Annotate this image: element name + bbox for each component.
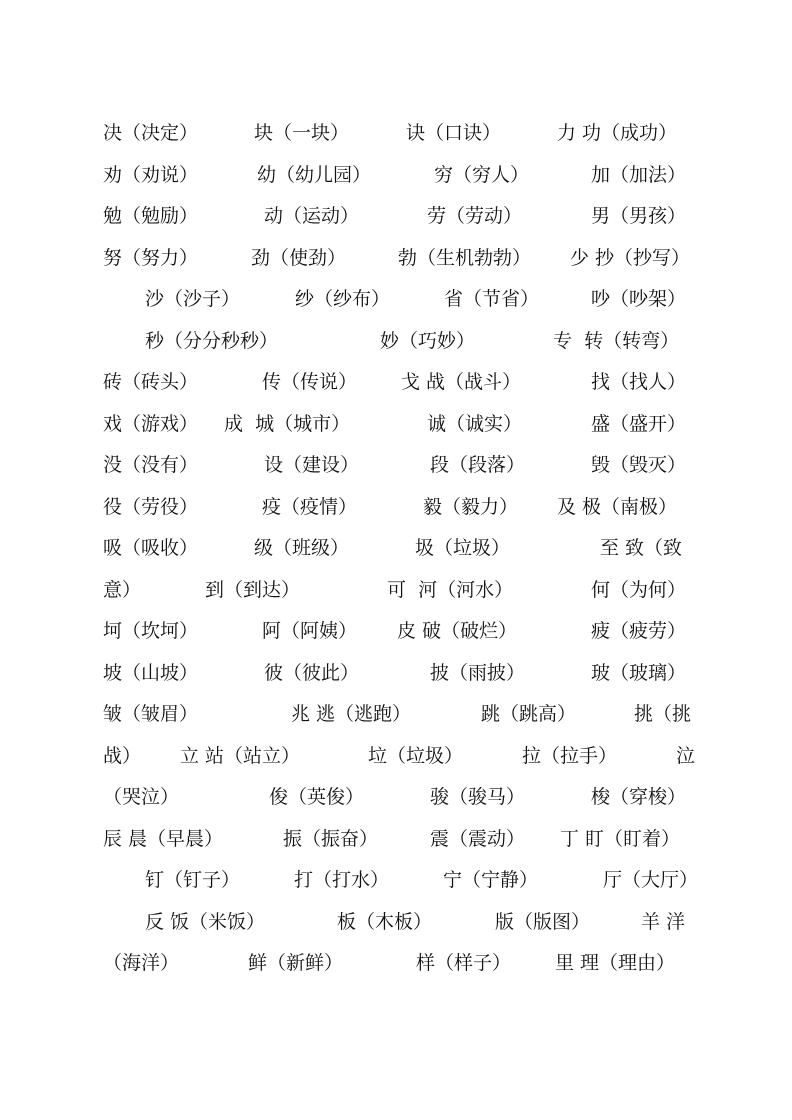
text-line	[0, 865, 792, 895]
word-entry: 勉（勉励）	[103, 205, 199, 227]
word-entry: 泣	[676, 745, 696, 767]
word-entry: 钉（钉子）	[145, 869, 241, 891]
word-entry: 戏（游戏）	[103, 413, 199, 435]
word-entry: 战）	[103, 745, 142, 767]
word-entry: 拉（拉手）	[522, 745, 618, 767]
word-entry: 皮 破（破烂）	[397, 620, 518, 642]
word-entry: 役（劳役）	[103, 496, 199, 518]
word-entry: 沙（沙子）	[145, 288, 241, 310]
word-entry: 男（男孩）	[591, 205, 687, 227]
text-line	[0, 367, 792, 397]
word-entry: 玻（玻璃）	[591, 662, 687, 684]
word-entry: 板（木板）	[337, 911, 433, 933]
word-entry: 至 致（致	[600, 537, 683, 559]
word-entry: 努（努力）	[103, 247, 199, 269]
word-entry: 及 极（南极）	[557, 496, 678, 518]
text-line	[0, 492, 792, 522]
word-entry: （哭泣）	[103, 786, 180, 808]
word-entry: 设（建设）	[264, 454, 360, 476]
word-entry: 省（节省）	[444, 288, 540, 310]
text-line	[0, 118, 792, 148]
text-line	[0, 450, 792, 480]
word-entry: 毅（毅力）	[423, 496, 519, 518]
word-entry: 劳（劳动）	[427, 205, 523, 227]
word-entry: 动（运动）	[264, 205, 360, 227]
word-entry: 找（找人）	[591, 371, 687, 393]
word-entry: 兆 逃（逃跑）	[291, 703, 412, 725]
text-line	[0, 284, 792, 314]
word-entry: 专 转（转弯）	[553, 330, 680, 352]
word-entry: 宁（宁静）	[443, 869, 539, 891]
word-entry: 俊（英俊）	[269, 786, 365, 808]
text-line	[0, 533, 792, 563]
word-entry: 决（决定）	[103, 122, 199, 144]
word-entry: 何（为何）	[591, 579, 687, 601]
word-entry: 羊 洋	[641, 911, 686, 933]
word-entry: 梭（穿梭）	[591, 786, 687, 808]
word-entry: 戈 战（战斗）	[401, 371, 522, 393]
word-entry: 加（加法）	[591, 164, 687, 186]
word-entry: 辰 晨（早晨）	[103, 828, 224, 850]
text-line	[0, 243, 792, 273]
word-entry: 打（打水）	[294, 869, 390, 891]
text-line	[0, 409, 792, 439]
word-entry: 披（雨披）	[430, 662, 526, 684]
word-entry: 疫（疫情）	[262, 496, 358, 518]
word-entry: 里 理（理由）	[555, 952, 676, 974]
word-entry: 震（震动）	[430, 828, 526, 850]
text-line	[0, 616, 792, 646]
text-line	[0, 907, 792, 937]
word-entry: 到（到达）	[205, 579, 301, 601]
word-entry: 厅（大厅）	[603, 869, 699, 891]
word-entry: 版（版图）	[495, 911, 591, 933]
word-entry: 妙（巧妙）	[380, 330, 476, 352]
word-entry: 幼（幼儿园）	[257, 164, 372, 186]
word-entry: 阿（阿姨）	[262, 620, 358, 642]
text-line	[0, 699, 792, 729]
text-line	[0, 201, 792, 231]
word-entry: 没（没有）	[103, 454, 199, 476]
word-entry: 纱（纱布）	[295, 288, 391, 310]
word-entry: 吵（吵架）	[591, 288, 687, 310]
word-entry: 吸（吸收）	[103, 537, 199, 559]
text-line	[0, 824, 792, 854]
word-entry: 力 功（成功）	[557, 122, 678, 144]
word-entry: 骏（骏马）	[430, 786, 526, 808]
word-entry: 垃（垃圾）	[368, 745, 464, 767]
word-entry: 皱（皱眉）	[103, 703, 199, 725]
word-entry: 反 饭（米饭）	[145, 911, 266, 933]
word-entry: 成 城（城市）	[224, 413, 351, 435]
word-entry: 诀（口诀）	[406, 122, 502, 144]
word-entry: 坷（坎坷）	[103, 620, 199, 642]
word-entry: 传（传说）	[262, 371, 358, 393]
word-entry: 样（样子）	[416, 952, 512, 974]
text-line	[0, 658, 792, 688]
word-entry: 彼（彼此）	[264, 662, 360, 684]
text-line	[0, 741, 792, 771]
word-entry: 穷（穷人）	[434, 164, 530, 186]
word-entry: 挑（挑	[634, 703, 692, 725]
text-line	[0, 575, 792, 605]
text-line	[0, 782, 792, 812]
word-entry: 盛（盛开）	[591, 413, 687, 435]
text-line	[0, 948, 792, 978]
word-entry: 坡（山坡）	[103, 662, 199, 684]
text-line	[0, 326, 792, 356]
word-entry: 疲（疲劳）	[591, 620, 687, 642]
word-entry: 块（一块）	[254, 122, 350, 144]
word-entry: 少 抄（抄写）	[570, 247, 691, 269]
text-line	[0, 160, 792, 190]
word-entry: 劝（劝说）	[103, 164, 199, 186]
word-entry: 可 河（河水）	[387, 579, 514, 601]
word-entry: 劲（使劲）	[251, 247, 347, 269]
word-entry: 丁 盯（盯着）	[560, 828, 681, 850]
word-entry: 勃（生机勃勃）	[398, 247, 532, 269]
word-entry: 段（段落）	[430, 454, 526, 476]
word-entry: 秒（分分秒秒）	[145, 330, 279, 352]
word-entry: 跳（跳高）	[481, 703, 577, 725]
word-entry: 圾（垃圾）	[415, 537, 511, 559]
word-entry: 毁（毁灭）	[591, 454, 687, 476]
word-entry: 振（振奋）	[283, 828, 379, 850]
word-entry: 级（班级）	[254, 537, 350, 559]
word-entry: 鲜（新鲜）	[248, 952, 344, 974]
word-entry: （海洋）	[103, 952, 180, 974]
word-entry: 砖（砖头）	[103, 371, 199, 393]
word-entry: 立 站（站立）	[180, 745, 301, 767]
word-entry: 诚（诚实）	[427, 413, 523, 435]
word-entry: 意）	[103, 579, 142, 601]
